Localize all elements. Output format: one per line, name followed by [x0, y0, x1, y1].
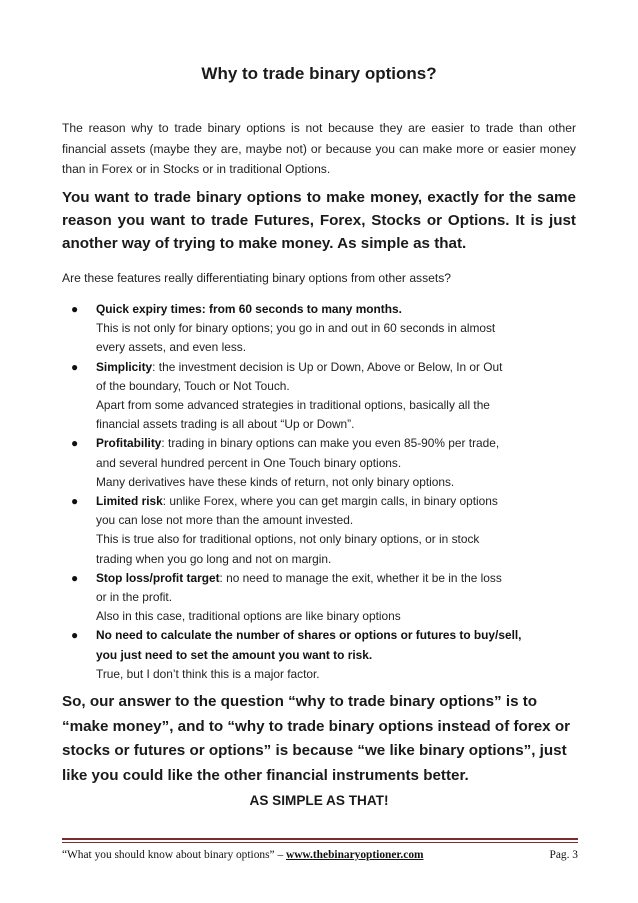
lead-line: You want to trade binary options to make money, exactly for the same: [62, 189, 576, 206]
list-item: [71, 434, 578, 492]
feature-text: and several hundred percent in One Touch binary options.: [96, 455, 402, 470]
feature-text: : unlike Forex, where you can get margin calls, in binary options: [162, 494, 498, 509]
feature-list: [71, 300, 578, 684]
bullet-icon: ●: [71, 494, 79, 509]
feature-text: Also in this case, traditional options are like binary options: [96, 609, 401, 624]
question-line: Are these features really differentiating binary options from other assets?: [62, 271, 452, 285]
feature-text: True, but I don’t think this is a major factor.: [96, 666, 320, 681]
lead-paragraph: [62, 186, 576, 255]
intro-line: make more or easier money than in Forex or in Stocks or in traditional Options.: [62, 141, 576, 176]
feature-text: : the investment decision is Up or Down, Above or Below, In or Out: [152, 359, 503, 374]
feature-label: you just need to set the amount you want to risk.: [96, 647, 373, 662]
feature-label: Profitability: [96, 436, 162, 451]
bullet-icon: ●: [71, 359, 79, 374]
feature-text: : no need to manage the exit, whether it be in the loss: [219, 570, 502, 585]
feature-label: Quick expiry times: from 60 seconds to many months.: [96, 302, 402, 316]
bullet-icon: ●: [71, 628, 79, 643]
closing-statement: AS SIMPLE AS THAT!: [249, 793, 389, 808]
lead-line: reason you want to trade Futures, Forex, Stocks or Options. It is just: [62, 212, 576, 229]
feature-label: Simplicity: [96, 359, 153, 374]
intro-paragraph: [62, 118, 576, 180]
bullet-icon: ●: [71, 302, 79, 316]
feature-label: Stop loss/profit target: [96, 570, 220, 585]
page-title: Why to trade binary options?: [201, 64, 437, 83]
conclusion-line: like you could like the other financial instruments better.: [62, 766, 469, 784]
page-footer: [62, 849, 578, 861]
feature-text: : trading in binary options can make you even 85-90% per trade,: [161, 436, 500, 451]
footer-website-link[interactable]: www.thebinaryoptioner.com: [285, 849, 424, 861]
feature-label: No need to calculate the number of shares or options or futures to buy/sell,: [96, 628, 522, 643]
feature-text: This is true also for traditional options, not only binary options, or in stock: [96, 532, 480, 547]
footer-divider-thin: [62, 842, 578, 843]
feature-text: Many derivatives have these kinds of return, not only binary options.: [96, 474, 455, 489]
conclusion-line: “make money”, and to “why to trade binary options instead of forex or: [62, 717, 571, 735]
footer-title: “What you should know about binary options” –: [62, 849, 286, 861]
conclusion-line: stocks or futures or options” is because “we like binary options”, just: [62, 742, 567, 759]
feature-text: trading when you go long and not on margin.: [96, 551, 332, 566]
feature-label: Limited risk: [96, 494, 163, 509]
feature-text: every assets, and even less.: [96, 340, 247, 355]
feature-text: financial assets trading is all about “Up or Down”.: [96, 417, 355, 432]
intro-line: The reason why to trade binary options is not because they are easier to trade: [62, 121, 514, 135]
list-item: [71, 569, 578, 627]
feature-text: you can lose not more than the amount invested.: [96, 513, 354, 528]
list-item: [71, 626, 578, 684]
page-number: Pag. 3: [549, 849, 578, 861]
feature-text: of the boundary, Touch or Not Touch.: [96, 378, 290, 393]
intro-line: than other financial assets (maybe they are, maybe not) or because you can: [62, 121, 576, 156]
list-item: [71, 492, 578, 569]
list-item: [71, 300, 578, 358]
footer-divider: [62, 838, 578, 840]
conclusion-line: So, our answer to the question “why to trade binary options” is to: [62, 693, 538, 710]
feature-text: This is not only for binary options; you go in and out in 60 seconds in almost: [96, 321, 496, 336]
feature-text: Apart from some advanced strategies in traditional options, basically all the: [96, 398, 490, 413]
list-item: [71, 358, 578, 435]
conclusion-paragraph: [62, 690, 582, 788]
bullet-icon: ●: [71, 436, 79, 451]
lead-line: another way of trying to make money. As simple as that.: [62, 235, 467, 252]
feature-text: or in the profit.: [96, 590, 173, 605]
bullet-icon: ●: [71, 570, 79, 585]
